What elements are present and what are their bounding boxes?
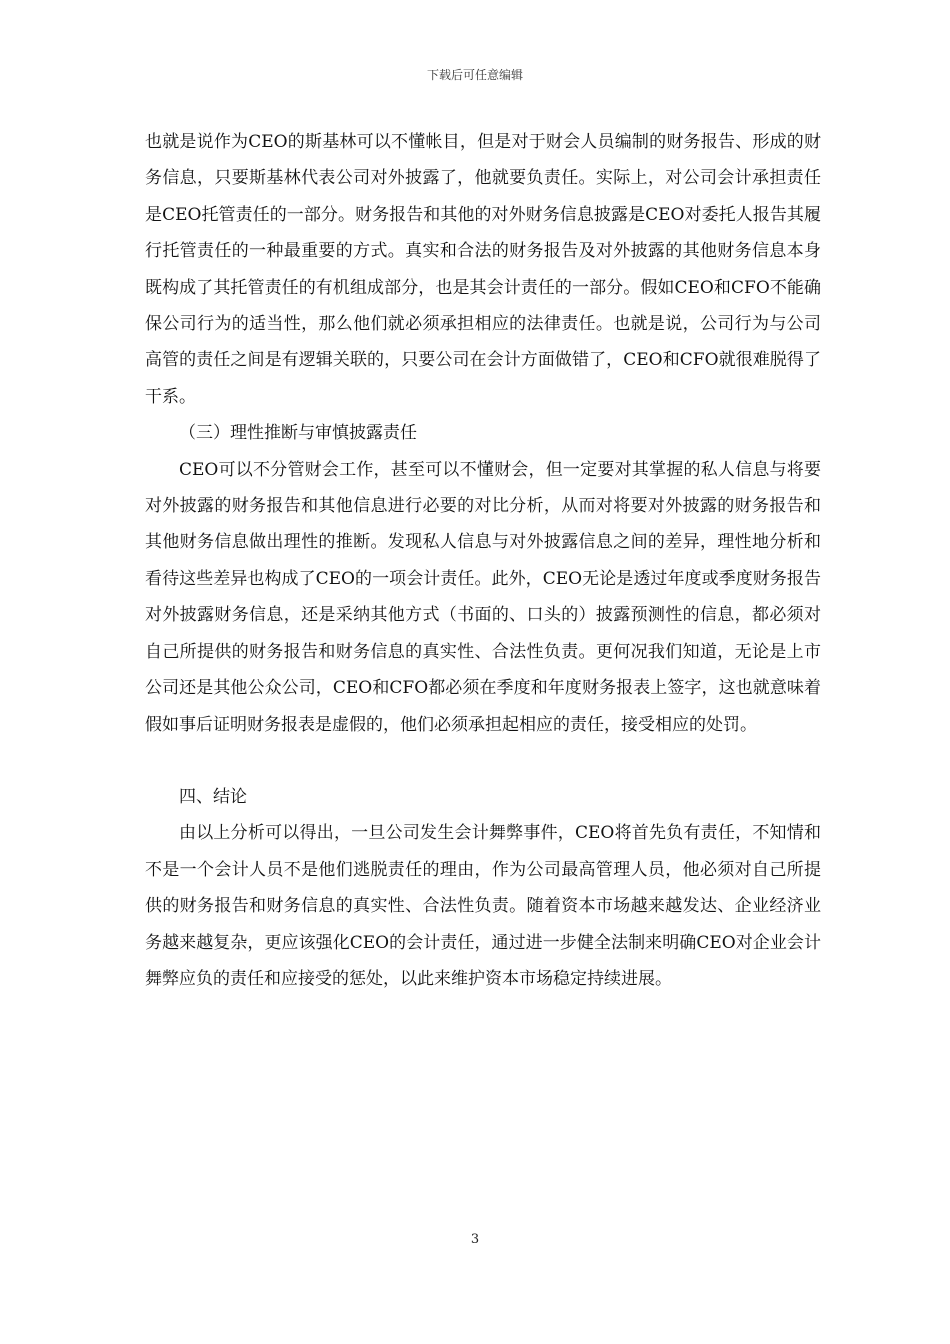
body-paragraph-1: 也就是说作为CEO的斯基林可以不懂帐目，但是对于财会人员编制的财务报告、形成的财务信息，只要斯基林代表公司对外披露了，他就要负责任。实际上，对公司会计承担责任是CEO托管责任的一部分。财务报告和其他的对外财务信息披露是CEO对委托人报告其履行托管责任的一种最重要的方式。真实和合法的财务报告及对外披露的其他财务信息本身既构成了其托管责任的有机组成部分，也是其会计责任的一部分。假如CEO和CFO不能确保公司行为的适当性，那么他们就必须承担相应的法律责任。也就是说，公司行为与公司高管的责任之间是有逻辑关联的，只要公司在会计方面做错了，CEO和CFO就很难脱得了干系。 (145, 132, 821, 407)
header-note: 下载后可任意编辑 (426, 68, 523, 82)
body-paragraph-2: CEO可以不分管财会工作，甚至可以不懂财会，但一定要对其掌握的私人信息与将要对外披露的财务报告和其他信息进行必要的对比分析，从而对将要对外披露的财务报告和其他财务信息做出理性的推断。发现私人信息与对外披露信息之间的差异，理性地分析和看待这些差异也构成了CEO的一项会计责任。此外，CEO无论是透过年度或季度财务报告对外披露财务信息，还是采纳其他方式（书面的、口头的）披露预测性的信息，都必须对自己所提供的财务报告和财务信息的真实性、合法性负责。更何况我们知道，无论是上市公司还是其他公众公司，CEO和CFO都必须在季度和年度财务报表上签字，这也就意味着假如事后证明财务报表是虚假的，他们必须承担起相应的责任，接受相应的处罚。 (145, 459, 821, 735)
section-subheading: （三）理性推断与审慎披露责任 (179, 423, 417, 444)
paragraph-spacer (145, 743, 821, 779)
document-body (145, 124, 821, 997)
body-paragraph-3: 由以上分析可以得出，一旦公司发生会计舞弊事件，CEO将首先负有责任，不知情和不是一个会计人员不是他们逃脱责任的理由，作为公司最高管理人员，他必须对自己所提供的财务报告和财务信息的真实性、合法性负责。随着资本市场越来越发达、企业经济业务越来越复杂，更应该强化CEO的会计责任，通过进一步健全法制来明确CEO对企业会计舞弊应负的责任和应接受的惩处，以此来维护资本市场稳定持续进展。 (145, 823, 821, 989)
section-heading: 四、结论 (179, 786, 247, 807)
page-number: 3 (470, 1232, 480, 1247)
